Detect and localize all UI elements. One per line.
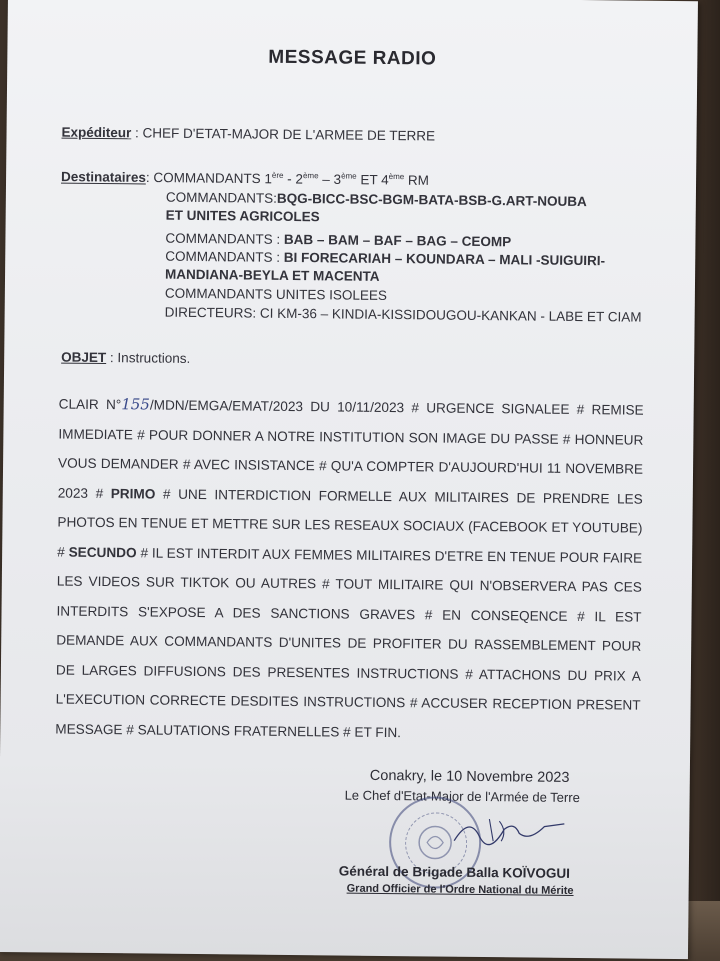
objet-line — [61, 350, 190, 366]
destinataires-line-4: COMMANDANTS : BAB – BAM – BAF – BAG – CEOMP — [165, 230, 512, 250]
expediteur-line — [61, 125, 435, 144]
signatory-name: Général de Brigade Balla KOÏVOGUI — [338, 863, 570, 881]
handwritten-number: 155 — [121, 395, 151, 414]
destinataires-line-3: ET UNITES AGRICOLES — [165, 207, 320, 225]
secundo-keyword: SECUNDO — [68, 544, 137, 560]
primo-keyword: PRIMO — [110, 485, 156, 502]
place-date: Conakry, le 10 Novembre 2023 — [369, 767, 570, 786]
destinataires-line-5: COMMANDANTS : BI FORECARIAH – KOUNDARA – MALI -SUIGUIRI- — [165, 248, 606, 269]
signature-block — [330, 767, 630, 897]
expediteur-value: : CHEF D'ETAT-MAJOR DE L'ARMEE DE TERRE — [135, 125, 436, 144]
signatory-role: Le Chef d'Etat-Major de l'Armée de Terre — [344, 787, 580, 806]
destinataires-line-7: COMMANDANTS UNITES ISOLEES — [164, 285, 387, 303]
destinataires-line-2: COMMANDANTS:BQG-BICC-BSC-BGM-BATA-BSB-G.ART-NOUBA — [165, 189, 587, 210]
destinataires-line-1: Destinataires: COMMANDANTS 1ère - 2ème – 3ème ET 4ème RM — [61, 169, 430, 188]
signatory-grade: Grand Officier de l'Ordre National du Mérite — [346, 882, 574, 897]
document-title: MESSAGE RADIO — [268, 46, 437, 70]
objet-value: : Instructions. — [109, 350, 191, 366]
objet-label: OBJET — [61, 349, 107, 366]
destinataires-line-8: DIRECTEURS: CI KM-36 – KINDIA-KISSIDOUGOU-KANKAN - LABE ET CIAM — [164, 304, 642, 325]
expediteur-label: Expéditeur — [61, 124, 132, 141]
message-body: CLAIR N°155/MDN/EMGA/EMAT/2023 DU 10/11/2023 # URGENCE SIGNALEE # REMISE IMMEDIATE # POUR DONNER A NOTRE INSTITUTION SON IMAGE DU PASSE # HONNEUR VOUS DEMANDER # AVEC INSISTANCE # QU'A COMPTER D'AUJOURD'HUI 11 NOVEMBRE 2023 # PRIMO # UNE INTERDICTION FORMELLE AUX MILITAIRES DE PRENDRE LES PHOTOS EN TENUE ET METTRE SUR LES RESEAUX SOCIAUX (FACEBOOK ET YOUTUBE) # SECUNDO # IL EST INTERDIT AUX FEMMES MILITAIRES D'ETRE EN TENUE POUR FAIRE LES VIDEOS SUR TIKTOK OU AUTRES # TOUT MILITAIRE QUI N'OBSERVERA PAS CES INTERDITS S'EXPOSE A DES SANCTIONS GRAVES # EN CONSEQENCE # IL EST DEMANDE AUX COMMANDANTS D'UNITES DE PROFITER DU RASSEMBLEMENT POUR DE LARGES DIFFUSIONS DES PRESENTES INSTRUCTIONS # ATTACHONS DU PRIX A L'EXECUTION CORRECTE DESDITES INSTRUCTIONS # ACCUSER RECEPTION PRESENT MESSAGE # SALUTATIONS FRATERNELLES # ET FIN. — [55, 395, 644, 740]
handwritten-signature-icon — [449, 811, 569, 852]
destinataires-line-6: MANDIANA-BEYLA ET MACENTA — [164, 266, 380, 284]
destinataires-label: Destinataires — [61, 169, 146, 185]
